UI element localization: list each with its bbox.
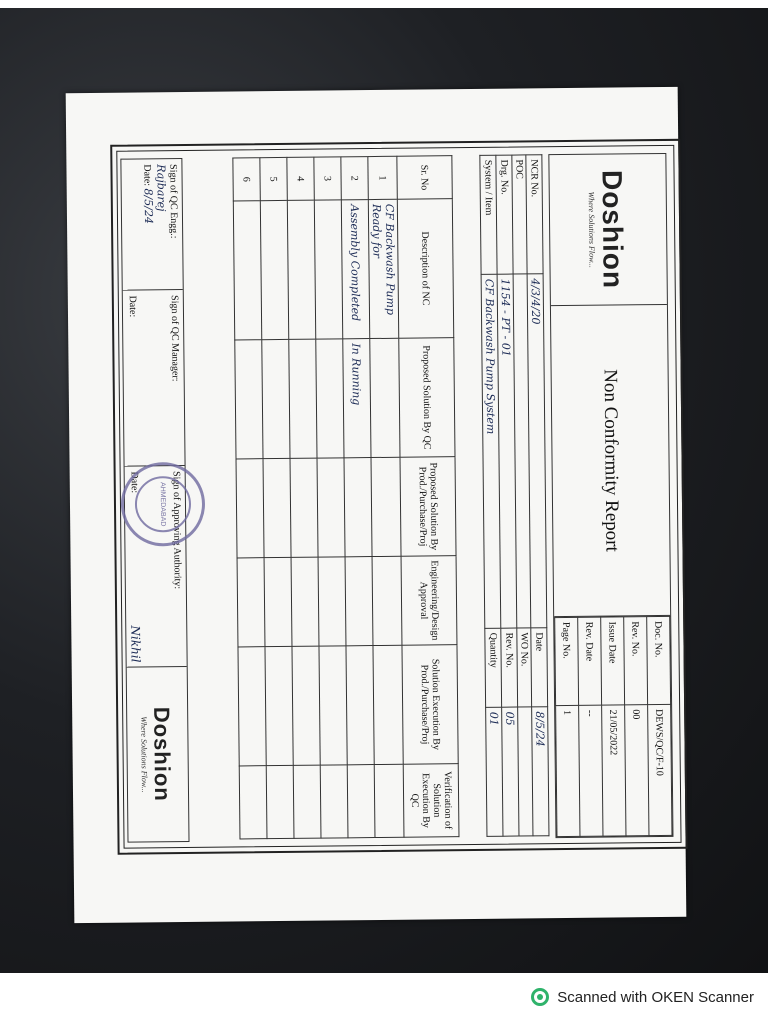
row-exec — [238, 647, 266, 766]
info-block — [479, 154, 549, 837]
row-exec — [292, 646, 320, 765]
ncr-value: 4/3/4/20 — [527, 274, 547, 628]
date-value: 8/5/24 — [532, 707, 549, 836]
row-desc — [260, 200, 288, 339]
row-prod — [290, 458, 318, 557]
doc-meta — [554, 616, 672, 837]
meta-row — [578, 617, 603, 836]
qc-engg-label: Sign of QC Engg.: — [167, 164, 180, 239]
row-no: 5 — [260, 157, 287, 200]
row-qc — [262, 339, 290, 458]
qc-engg-signature: Rajbarej — [154, 164, 168, 212]
row-eng — [318, 557, 346, 646]
footer-brand-name: Doshion — [149, 706, 176, 802]
paper-sheet — [66, 87, 687, 923]
scanner-label: Scanned with OKEN Scanner — [557, 988, 754, 1006]
system-label: System / Item — [480, 155, 497, 274]
rev-label: Rev. No. — [501, 628, 518, 707]
col-prod: Proposed Solution By Prod./Purchase/Proj — [400, 457, 456, 557]
drg-label: Drg. No. — [496, 155, 513, 274]
wo-label: WO No. — [517, 628, 532, 707]
row-eng — [372, 556, 402, 645]
date-label: Date — [531, 628, 548, 707]
row-eng — [345, 557, 373, 646]
meta-value: 00 — [625, 705, 649, 836]
ncr-form — [110, 139, 687, 855]
report-title: Non Conformity Report — [551, 305, 670, 617]
signature-row — [120, 158, 189, 843]
footer-brand-tagline: Where Solutions Flow... — [139, 716, 150, 793]
row-qc — [370, 338, 400, 457]
meta-row — [601, 617, 626, 836]
col-eng: Engineering/Design Approval — [401, 556, 457, 646]
wo-value — [518, 707, 533, 836]
meta-row — [555, 617, 580, 836]
stamp-city: AHMEDABAD — [135, 476, 192, 533]
poc-label: POC — [512, 155, 527, 274]
row-desc — [314, 200, 342, 339]
brand-tagline: Where Solutions Flow... — [587, 191, 598, 268]
form-header — [548, 153, 673, 838]
col-qc: Proposed Solution By QC — [399, 338, 455, 458]
approver-signature: Nikhil — [128, 625, 143, 663]
row-verify — [374, 764, 404, 837]
brand-logo — [549, 154, 667, 306]
row-desc: Assembly Completed — [341, 200, 369, 339]
row-desc: CF Backwash Pump Ready for — [368, 199, 398, 338]
qty-value: 01 — [486, 707, 503, 836]
row-no: 4 — [287, 157, 314, 200]
qc-manager-label: Sign of QC Manager: — [168, 295, 181, 382]
row-no: 1 — [368, 156, 397, 199]
row-desc — [287, 200, 315, 339]
row-eng — [237, 558, 265, 647]
drg-value: 1154 - PT - 01 — [497, 274, 517, 628]
approver-date-label: Date: — [128, 471, 140, 494]
row-no: 3 — [314, 157, 341, 200]
row-exec — [319, 646, 347, 765]
row-verify — [320, 765, 348, 838]
col-verify: Verification of Solution Execution By QC — [403, 764, 459, 838]
approver-sign-box — [125, 466, 187, 668]
meta-label: Rev. No. — [624, 617, 648, 705]
row-qc — [316, 339, 344, 458]
qc-manager-date-label: Date: — [126, 295, 139, 318]
row-prod — [263, 458, 291, 557]
approver-label: Sign of Approving Authority: — [170, 471, 183, 590]
meta-label: Issue Date — [601, 617, 625, 705]
row-eng — [291, 557, 319, 646]
scanner-watermark — [531, 988, 754, 1006]
row-verify — [347, 765, 375, 838]
qty-label: Quantity — [485, 628, 502, 707]
meta-value: 21/05/2022 — [602, 705, 626, 836]
row-prod — [317, 458, 345, 557]
row-prod — [371, 457, 401, 556]
rev-value: 05 — [502, 707, 519, 836]
meta-value: -- — [579, 705, 603, 836]
row-exec — [346, 646, 374, 765]
row-verify — [266, 765, 294, 838]
row-exec — [265, 646, 293, 765]
row-verify — [293, 765, 321, 838]
nc-table — [232, 155, 459, 839]
ncr-label: NCR No. — [526, 155, 543, 274]
row-qc — [235, 340, 263, 459]
col-exec: Solution Execution By Prod./Purchase/Proj — [402, 645, 458, 765]
row-exec — [373, 645, 403, 764]
brand-name: Doshion — [597, 169, 630, 290]
row-prod — [236, 459, 264, 558]
qc-engg-sign-box — [121, 159, 182, 291]
row-prod — [344, 458, 372, 557]
meta-label: Rev. Date — [578, 617, 602, 705]
row-qc — [289, 339, 317, 458]
meta-value: DEWS/QC/F-10 — [648, 705, 672, 836]
meta-label: Page No. — [555, 617, 579, 705]
col-desc: Description of NC — [397, 199, 453, 339]
oken-logo-icon — [531, 988, 549, 1006]
row-no: 6 — [233, 158, 260, 201]
company-stamp — [121, 462, 206, 547]
meta-value: 1 — [556, 705, 580, 836]
meta-row — [624, 617, 649, 836]
row-eng — [264, 557, 292, 646]
scan-photo-background — [0, 8, 768, 973]
qc-manager-sign-box — [123, 290, 185, 467]
col-sr: Sr. No — [397, 156, 452, 200]
nc-header-row — [397, 156, 459, 838]
qc-engg-date-label: Date: — [141, 164, 153, 187]
row-qc: In Running — [343, 339, 371, 458]
row-desc — [233, 201, 261, 340]
system-value: CF Backwash Pump System — [481, 274, 501, 628]
qc-engg-date: 8/5/24 — [141, 188, 156, 224]
footer-logo — [127, 667, 189, 842]
meta-label: Doc. No. — [647, 616, 671, 704]
meta-row — [647, 616, 672, 835]
row-no: 2 — [341, 157, 368, 200]
row-verify — [239, 766, 267, 839]
